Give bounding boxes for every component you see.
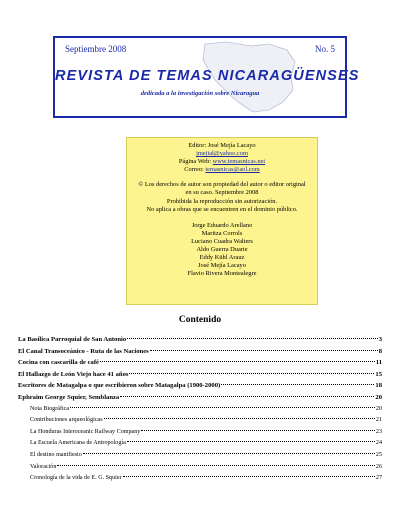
contributor-name: Flavio Rivera Montealegre [187,270,257,278]
toc-leader-dots [120,396,374,397]
toc-leader-dots [127,338,378,339]
editorial-info-box [126,137,318,305]
toc-subentry[interactable] [18,415,382,427]
toc-page-number: 25 [375,451,382,458]
contributor-name: Maritza Corrols [201,229,243,237]
editor-email-link[interactable]: jmejial@yahoo.com [196,150,248,158]
toc-leader-dots [70,407,375,408]
copyright-line: en su caso. Septiembre 2008 [185,189,259,197]
website-link[interactable]: www.temasnicas.net [212,158,266,166]
contributor-name: Jorge Eduardo Arellano [191,221,253,229]
toc-subentry[interactable] [18,427,382,439]
toc-entry[interactable] [18,346,382,358]
toc-entry-title: El Canal Transoceánico - Ruta de las Naciones [18,347,149,355]
toc-page-number: 27 [375,475,382,482]
toc-leader-dots [221,384,374,385]
toc-subentry[interactable] [18,450,382,462]
toc-entry[interactable] [18,392,382,404]
copyright-line: No aplica a obras que se encuentren en el dominio público. [146,205,298,213]
toc-leader-dots [100,361,375,362]
issue-date: Septiembre 2008 [65,44,127,54]
toc-entry-title: La Escuela Americana de Antropología [30,440,126,447]
toc-leader-dots [150,350,378,351]
toc-entry-title: Escritores de Matagalpa o que escribieron sobre Matagalpa (1900-2000) [18,382,221,390]
toc-entry-title: Nota Biográfica [30,405,70,412]
table-of-contents [18,334,382,485]
toc-page-number: 11 [375,359,382,367]
website-line [127,158,317,166]
magazine-subtitle: dedicada a la investigación sobre Nicaragua [140,90,260,97]
toc-subentry[interactable] [18,473,382,485]
toc-entry-title: La Basílica Parroquial de San Antonio [18,336,127,343]
toc-entry-title: El Hallazgo de León Viejo hace 41 años [18,370,129,378]
toc-entry-title: Ephraim George Squier, Semblanza [18,393,120,401]
toc-entry-title: Cocina con cascarilla de café [18,359,99,367]
toc-heading: Contenido [178,315,222,325]
toc-subentry[interactable] [18,438,382,450]
toc-page-number: 8 [378,347,382,355]
toc-leader-dots [129,373,374,374]
issue-number: No. 5 [315,44,335,54]
toc-leader-dots [123,476,375,477]
toc-page-number: 23 [375,428,382,435]
toc-entry-title: Cronología de la vida de E. G. Squier [30,475,122,482]
toc-entry[interactable] [18,334,382,346]
mail-label: Correo: [184,166,206,174]
toc-entry-title: Contribuciones arqueológicas [30,417,103,424]
toc-page-number: 20 [375,393,382,401]
copyright-line: Prohibida la reproducción sin autorización. [166,197,278,205]
toc-entry[interactable] [18,369,382,381]
toc-leader-dots [127,441,375,442]
mail-link[interactable]: temasnicas@aol.com [205,166,260,174]
toc-leader-dots [57,465,375,466]
contributor-name: José Mejía Lacayo [198,262,246,270]
editor-line: Editor: José Mejía Lacayo [188,142,256,149]
toc-entry[interactable] [18,357,382,369]
toc-subentry[interactable] [18,462,382,474]
toc-page-number: 3 [378,336,382,343]
magazine-title: REVISTA DE TEMAS NICARAGÜENSES [55,68,360,84]
toc-entry-title: Valoración [30,463,57,470]
toc-page-number: 20 [375,405,382,412]
toc-entry-title: La Honduras Interoceanic Railway Company [30,428,141,435]
contributor-name: Luciano Cuadra Walters [191,237,253,245]
toc-leader-dots [104,418,375,419]
masthead [53,36,360,118]
toc-leader-dots [83,453,375,454]
toc-subentry[interactable] [18,404,382,416]
toc-page-number: 21 [375,417,382,424]
toc-page-number: 26 [375,463,382,470]
copyright-line: © Los derechos de autor son propiedad del autor o editor original [138,181,306,189]
mail-line [127,166,317,174]
contributor-name: Eddy Kühl Arauz [199,254,245,262]
toc-page-number: 18 [375,382,382,390]
website-label: Página Web: [178,158,213,166]
toc-entry-title: El destino manifiesto [30,451,82,458]
toc-page-number: 24 [375,440,382,447]
contributor-name: Aldo Guerra Duarte [196,246,248,254]
toc-entry[interactable] [18,380,382,392]
toc-page-number: 15 [375,370,382,378]
toc-leader-dots [141,430,375,431]
